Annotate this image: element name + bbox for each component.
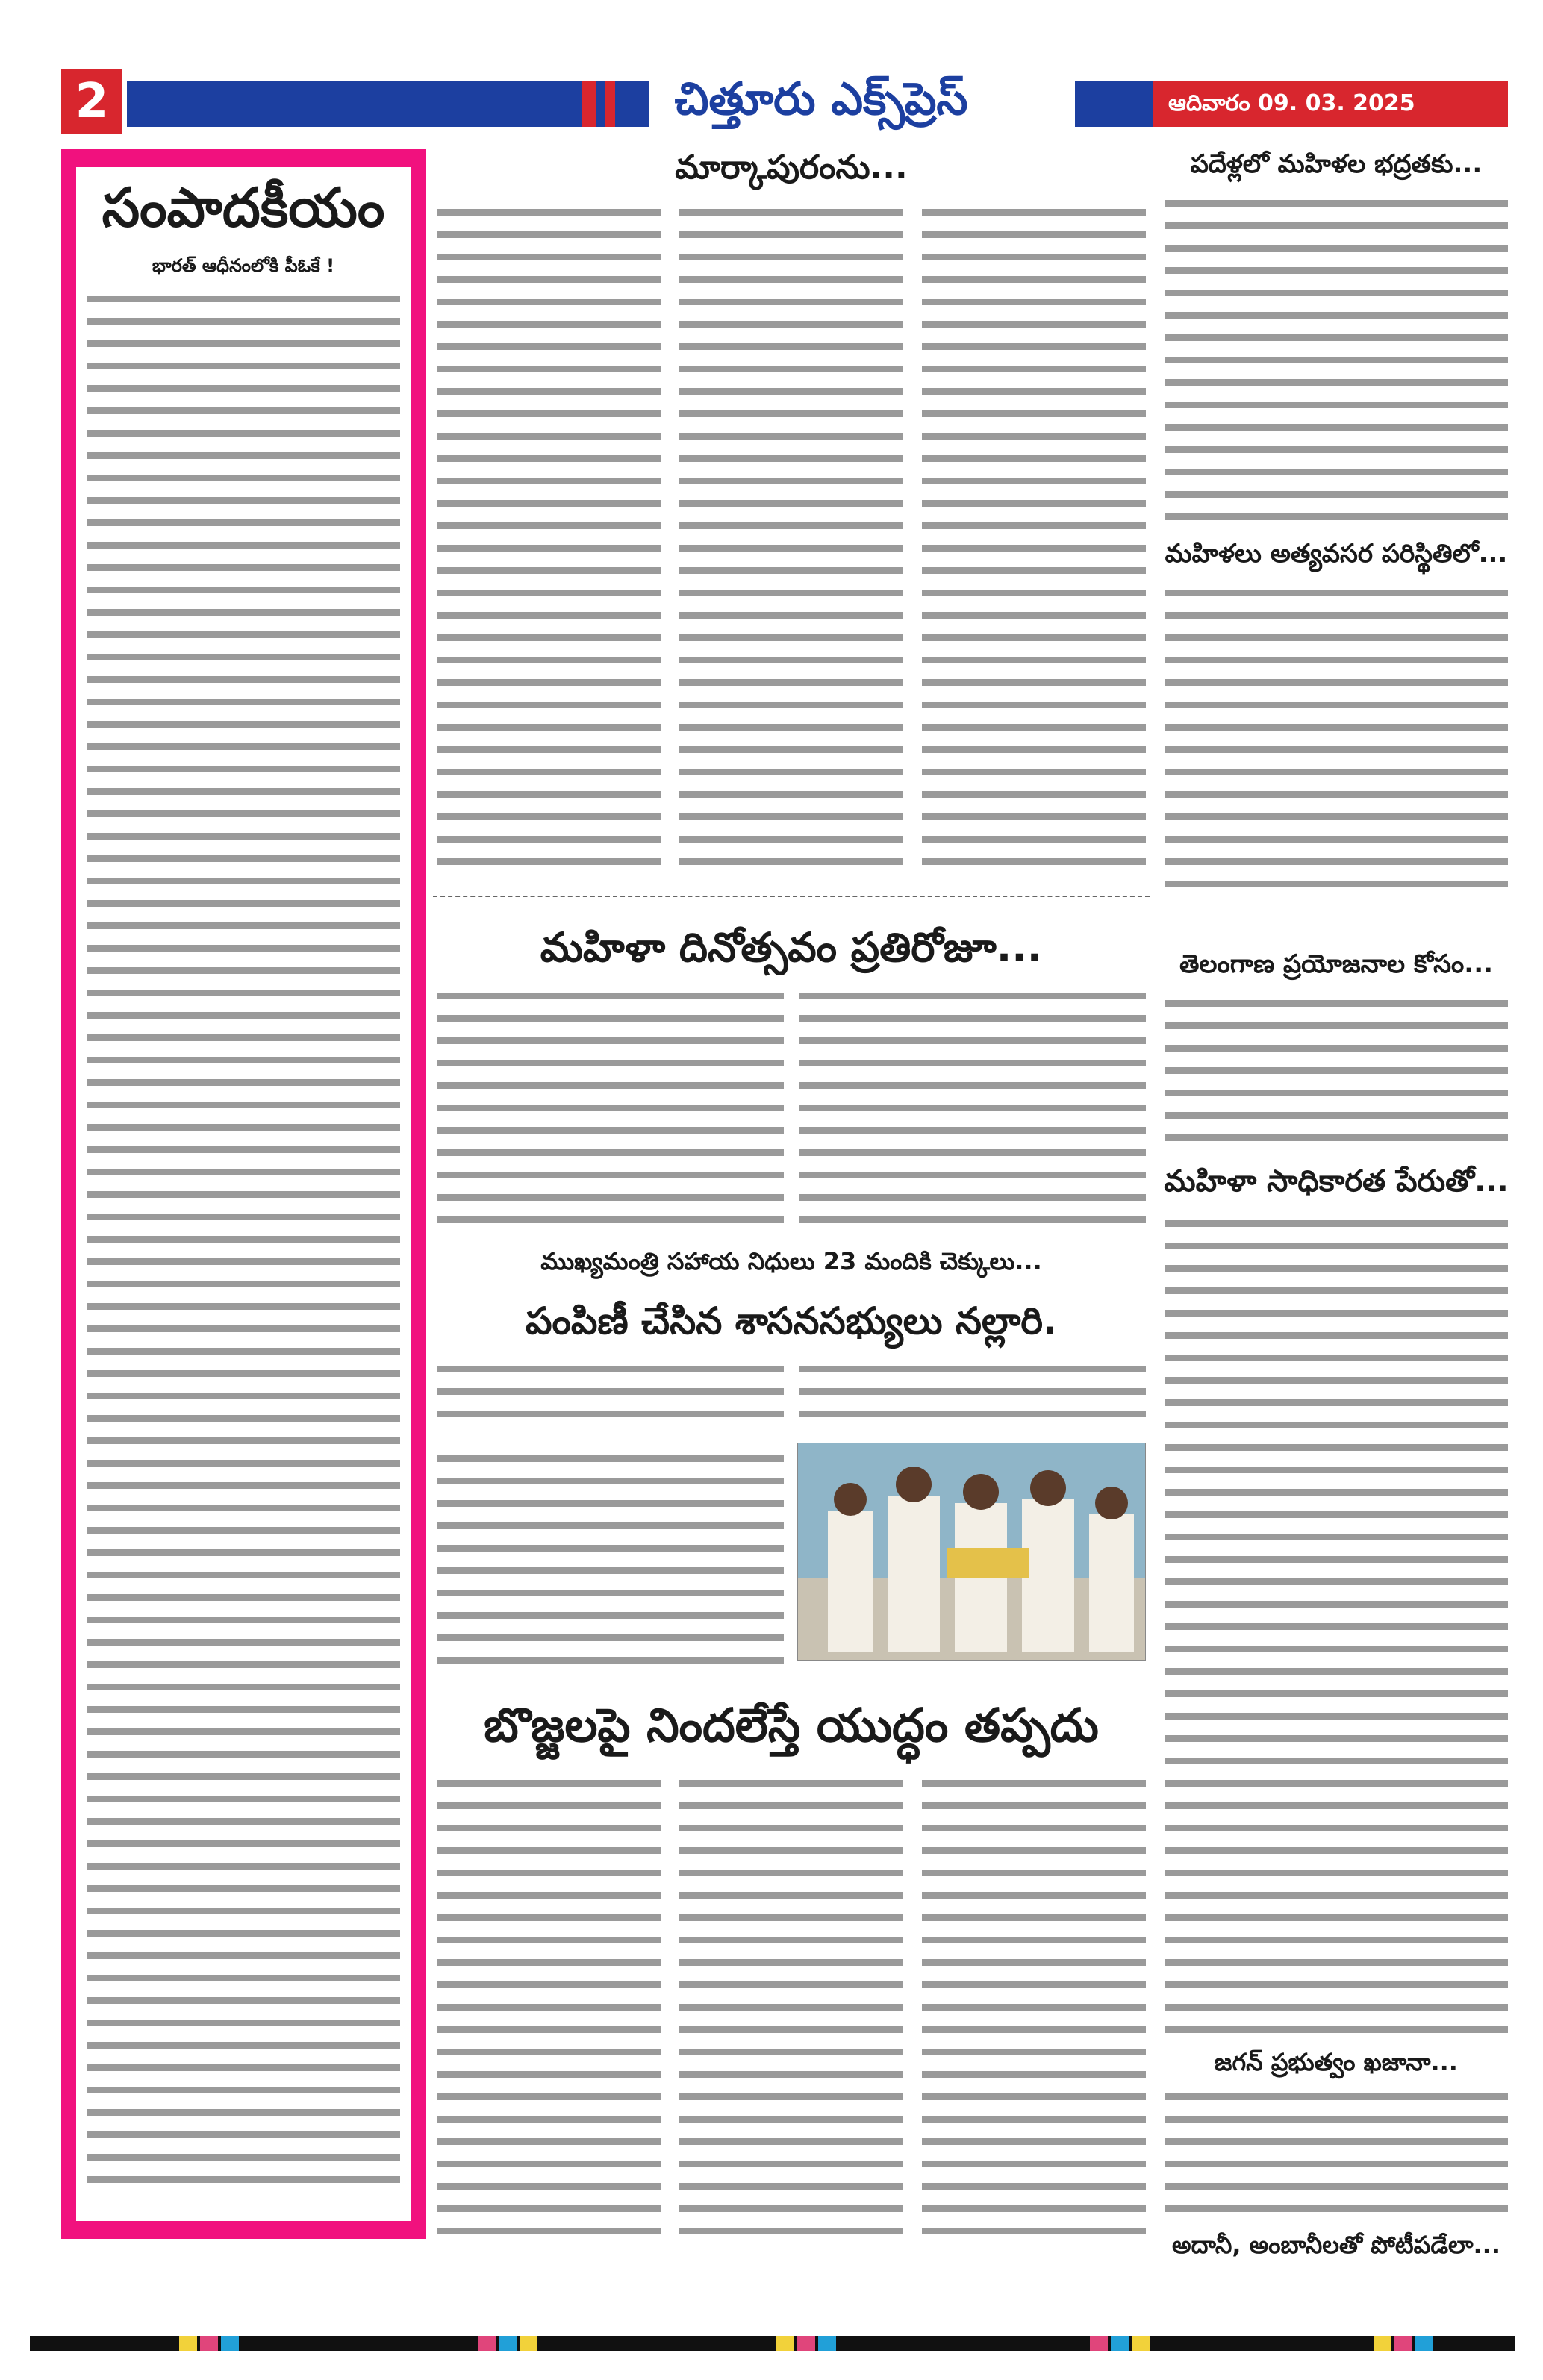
article-body-empowerment [1165,1213,1508,2034]
photo-cheque-distribution [797,1443,1146,1661]
editorial-heading: సంపాదకీయం [102,176,385,239]
newspaper-title: చిత్తూరు ఎక్స్‌ప్రెస్ [674,73,968,125]
headline-women-emergency: మహిళలు అత్యవసర పరిస్థితిలో... [1165,539,1508,569]
masthead-stripe [605,81,615,127]
article-body-jagan [1165,2086,1508,2220]
issue-date: ఆదివారం 09. 03. 2025 [1153,81,1508,127]
headline-markapuram: మార్కాపురంను... [675,149,908,187]
article-body-markapuram [437,202,1146,881]
editorial-panel [76,167,411,2221]
editorial-box [61,149,426,2239]
editorial-subheading: భారత్ ఆధీనంలోకి పీఓకే ! [152,255,335,276]
headline-bojjala: బొజ్జలపై నిందలేస్తే యుద్ధం తప్పదు [484,1698,1099,1752]
headline-adani: అదానీ, అంబానీలతో పోటీపడేలా... [1172,2231,1500,2259]
headline-empowerment: మహిళా సాధికారత పేరుతో... [1164,1164,1509,1199]
masthead-left-bar [127,81,649,127]
headline-womens-day: మహిళా దినోత్సవం ప్రతిరోజూ... [540,924,1043,971]
article-body-womens-day [437,985,1146,1231]
headline-women-safety: పదేళ్లలో మహిళల భద్రతకు... [1190,149,1483,179]
article-body-bojjala [437,1772,1146,2250]
kicker-cmrf: ముఖ్యమంత్రి సహాయ నిధులు 23 మందికి చెక్కులు... [540,1247,1042,1275]
print-color-bar [0,2329,1543,2358]
masthead-right-bar [1075,81,1153,127]
masthead-stripe [582,81,596,127]
article-body-women-emergency [1165,582,1508,903]
section-divider [433,896,1150,897]
headline-cmrf: పంపిణీ చేసిన శాసనసభ్యులు నల్లారి. [525,1299,1057,1343]
article-body-telangana [1165,993,1508,1149]
headline-jagan: జగన్ ప్రభుత్వం ఖజానా... [1215,2048,1458,2076]
editorial-body-text [87,288,400,2199]
article-body-women-safety [1165,193,1508,521]
headline-telangana: తెలంగాణ ప్రయోజనాల కోసం... [1179,949,1494,979]
page-number: 2 [61,69,122,134]
